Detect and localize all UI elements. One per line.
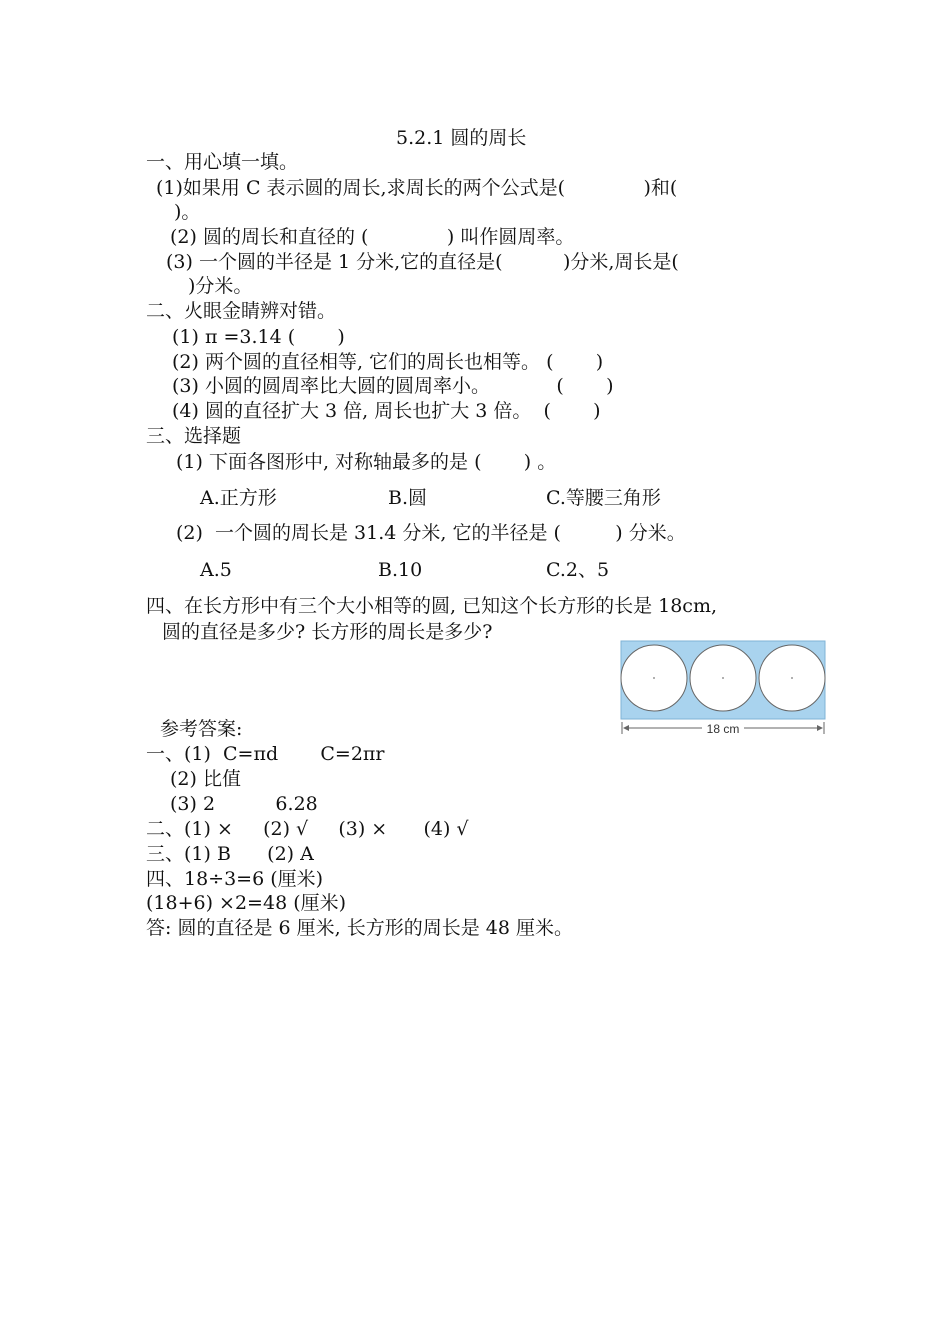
answer-line-5: 三、(1) B (2) A xyxy=(146,843,314,865)
dim-arrow-left xyxy=(623,725,629,731)
answers-heading: 参考答案: xyxy=(160,718,243,740)
s3-q2-option-c: C.2、5 xyxy=(546,559,610,581)
s1-q3-line2: )分米。 xyxy=(188,275,253,297)
answer-line-8: 答: 圆的直径是 6 厘米, 长方形的周长是 48 厘米。 xyxy=(146,917,573,939)
circle-2-center xyxy=(722,677,724,679)
figure-length-label: 18 cm xyxy=(706,722,740,736)
s3-q1-option-a: A.正方形 xyxy=(200,487,277,509)
answer-line-1: 一、(1) C=πd C=2πr xyxy=(146,743,385,765)
page-title: 5.2.1 圆的周长 xyxy=(396,127,527,149)
s3-q1-option-b: B.圆 xyxy=(388,487,428,509)
s1-q2: (2) 圆的周长和直径的 ( ) 叫作圆周率。 xyxy=(170,226,575,248)
s1-q1-line2: )。 xyxy=(174,201,201,223)
s3-q1: (1) 下面各图形中, 对称轴最多的是 ( ) 。 xyxy=(176,451,557,473)
section3-heading: 三、选择题 xyxy=(146,425,242,447)
s2-item-1: (1) π =3.14 ( ) xyxy=(172,326,345,348)
section2-heading: 二、火眼金睛辨对错。 xyxy=(146,300,337,322)
s3-q2-option-b: B.10 xyxy=(378,559,423,581)
answer-line-4: 二、(1) × (2) √ (3) × (4) √ xyxy=(146,818,469,840)
answer-line-6: 四、18÷3=6 (厘米) xyxy=(146,868,324,890)
section4-line1: 四、在长方形中有三个大小相等的圆, 已知这个长方形的长是 18cm, xyxy=(146,595,717,617)
s3-q1-option-c: C.等腰三角形 xyxy=(546,487,661,509)
s2-item-3: (3) 小圆的圆周率比大圆的圆周率小。 ( ) xyxy=(172,375,614,397)
section4-line2: 圆的直径是多少? 长方形的周长是多少? xyxy=(162,621,493,643)
dim-arrow-right xyxy=(817,725,823,731)
section1-heading: 一、用心填一填。 xyxy=(146,151,299,173)
s1-q3-line1: (3) 一个圆的半径是 1 分米,它的直径是( )分米,周长是( xyxy=(166,251,679,273)
circle-3-center xyxy=(791,677,793,679)
rectangle-circles-figure xyxy=(620,640,826,736)
s3-q2: (2) 一个圆的周长是 31.4 分米, 它的半径是 ( ) 分米。 xyxy=(176,522,686,544)
s3-q2-option-a: A.5 xyxy=(200,559,232,581)
s2-item-2: (2) 两个圆的直径相等, 它们的周长也相等。 ( ) xyxy=(172,351,604,373)
answer-line-3: (3) 2 6.28 xyxy=(170,793,318,815)
s1-q1-line1: (1)如果用 C 表示圆的周长,求周长的两个公式是( )和( xyxy=(156,177,678,199)
s2-item-4: (4) 圆的直径扩大 3 倍, 周长也扩大 3 倍。 ( ) xyxy=(172,400,601,422)
answer-line-7: (18+6) ×2=48 (厘米) xyxy=(146,892,347,914)
circle-1-center xyxy=(653,677,655,679)
answer-line-2: (2) 比值 xyxy=(170,768,241,790)
